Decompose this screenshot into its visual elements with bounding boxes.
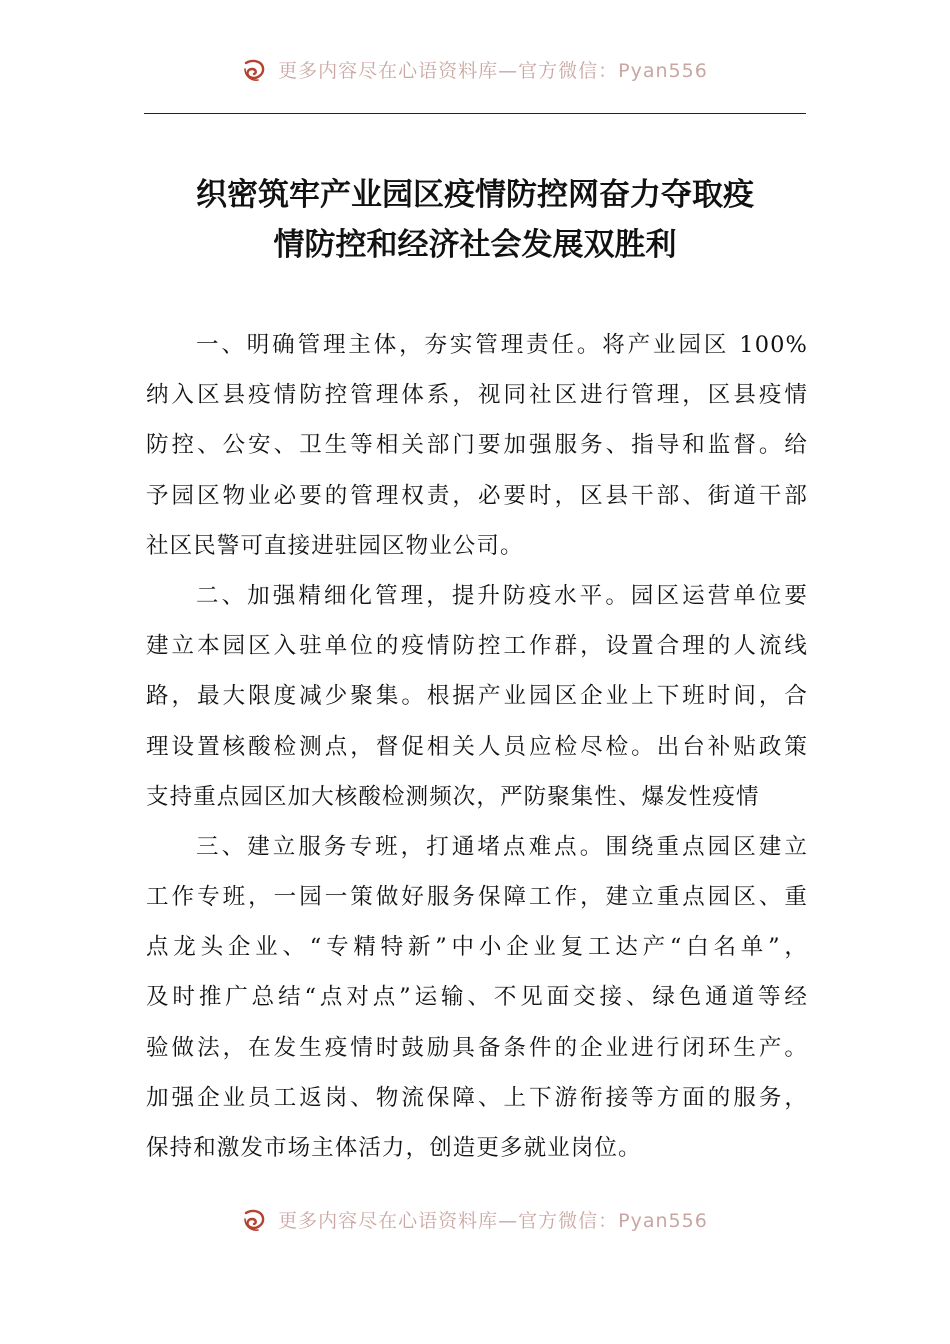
title-line: 情防控和经济社会发展双胜利 — [273, 227, 677, 263]
header-rule — [144, 113, 806, 114]
document-body — [146, 320, 808, 1173]
body-line: 路，最大限度减少聚集。根据产业园区企业上下班时间，合 — [146, 683, 808, 710]
brand-swirl-icon — [242, 1207, 268, 1233]
header-watermark — [0, 56, 950, 83]
watermark-text: 更多内容尽在心语资料库—官方微信：Pyan556 — [278, 1210, 708, 1232]
body-line: 及时推广总结“点对点”运输、不见面交接、绿色通道等经 — [146, 984, 808, 1011]
body-line: 三、建立服务专班，打通堵点难点。围绕重点园区建立 — [196, 833, 808, 860]
title-line: 织密筑牢产业园区疫情防控网奋力夺取疫 — [196, 177, 754, 213]
paragraph-3 — [146, 822, 808, 1173]
brand-swirl-icon — [242, 57, 268, 83]
document-title — [150, 170, 800, 270]
body-line: 二、加强精细化管理，提升防疫水平。园区运营单位要 — [196, 582, 808, 609]
body-line: 建立本园区入驻单位的疫情防控工作群，设置合理的人流线 — [146, 633, 808, 660]
body-line: 理设置核酸检测点，督促相关人员应检尽检。出台补贴政策 — [146, 733, 808, 760]
body-line: 保持和激发市场主体活力，创造更多就业岗位。 — [146, 1135, 642, 1161]
footer-watermark — [0, 1206, 950, 1233]
body-line: 验做法，在发生疫情时鼓励具备条件的企业进行闭环生产。 — [146, 1034, 808, 1061]
body-line: 防控、公安、卫生等相关部门要加强服务、指导和监督。给 — [146, 432, 808, 459]
body-line: 予园区物业必要的管理权责，必要时，区县干部、街道干部 — [146, 482, 808, 509]
watermark-text: 更多内容尽在心语资料库—官方微信：Pyan556 — [278, 60, 708, 82]
body-line: 点龙头企业、“专精特新”中小企业复工达产“白名单”， — [146, 934, 808, 961]
body-line: 一、明确管理主体，夯实管理责任。将产业园区 100% — [196, 332, 808, 358]
paragraph-1 — [146, 320, 808, 571]
body-line: 社区民警可直接进驻园区物业公司。 — [146, 532, 524, 559]
body-line: 工作专班，一园一策做好服务保障工作，建立重点园区、重 — [146, 884, 808, 911]
paragraph-2 — [146, 571, 808, 822]
body-line: 纳入区县疫情防控管理体系，视同社区进行管理，区县疫情 — [146, 382, 808, 409]
body-line: 加强企业员工返岗、物流保障、上下游衔接等方面的服务， — [146, 1084, 808, 1111]
body-line: 支持重点园区加大核酸检测频次，严防聚集性、爆发性疫情 — [146, 783, 760, 810]
